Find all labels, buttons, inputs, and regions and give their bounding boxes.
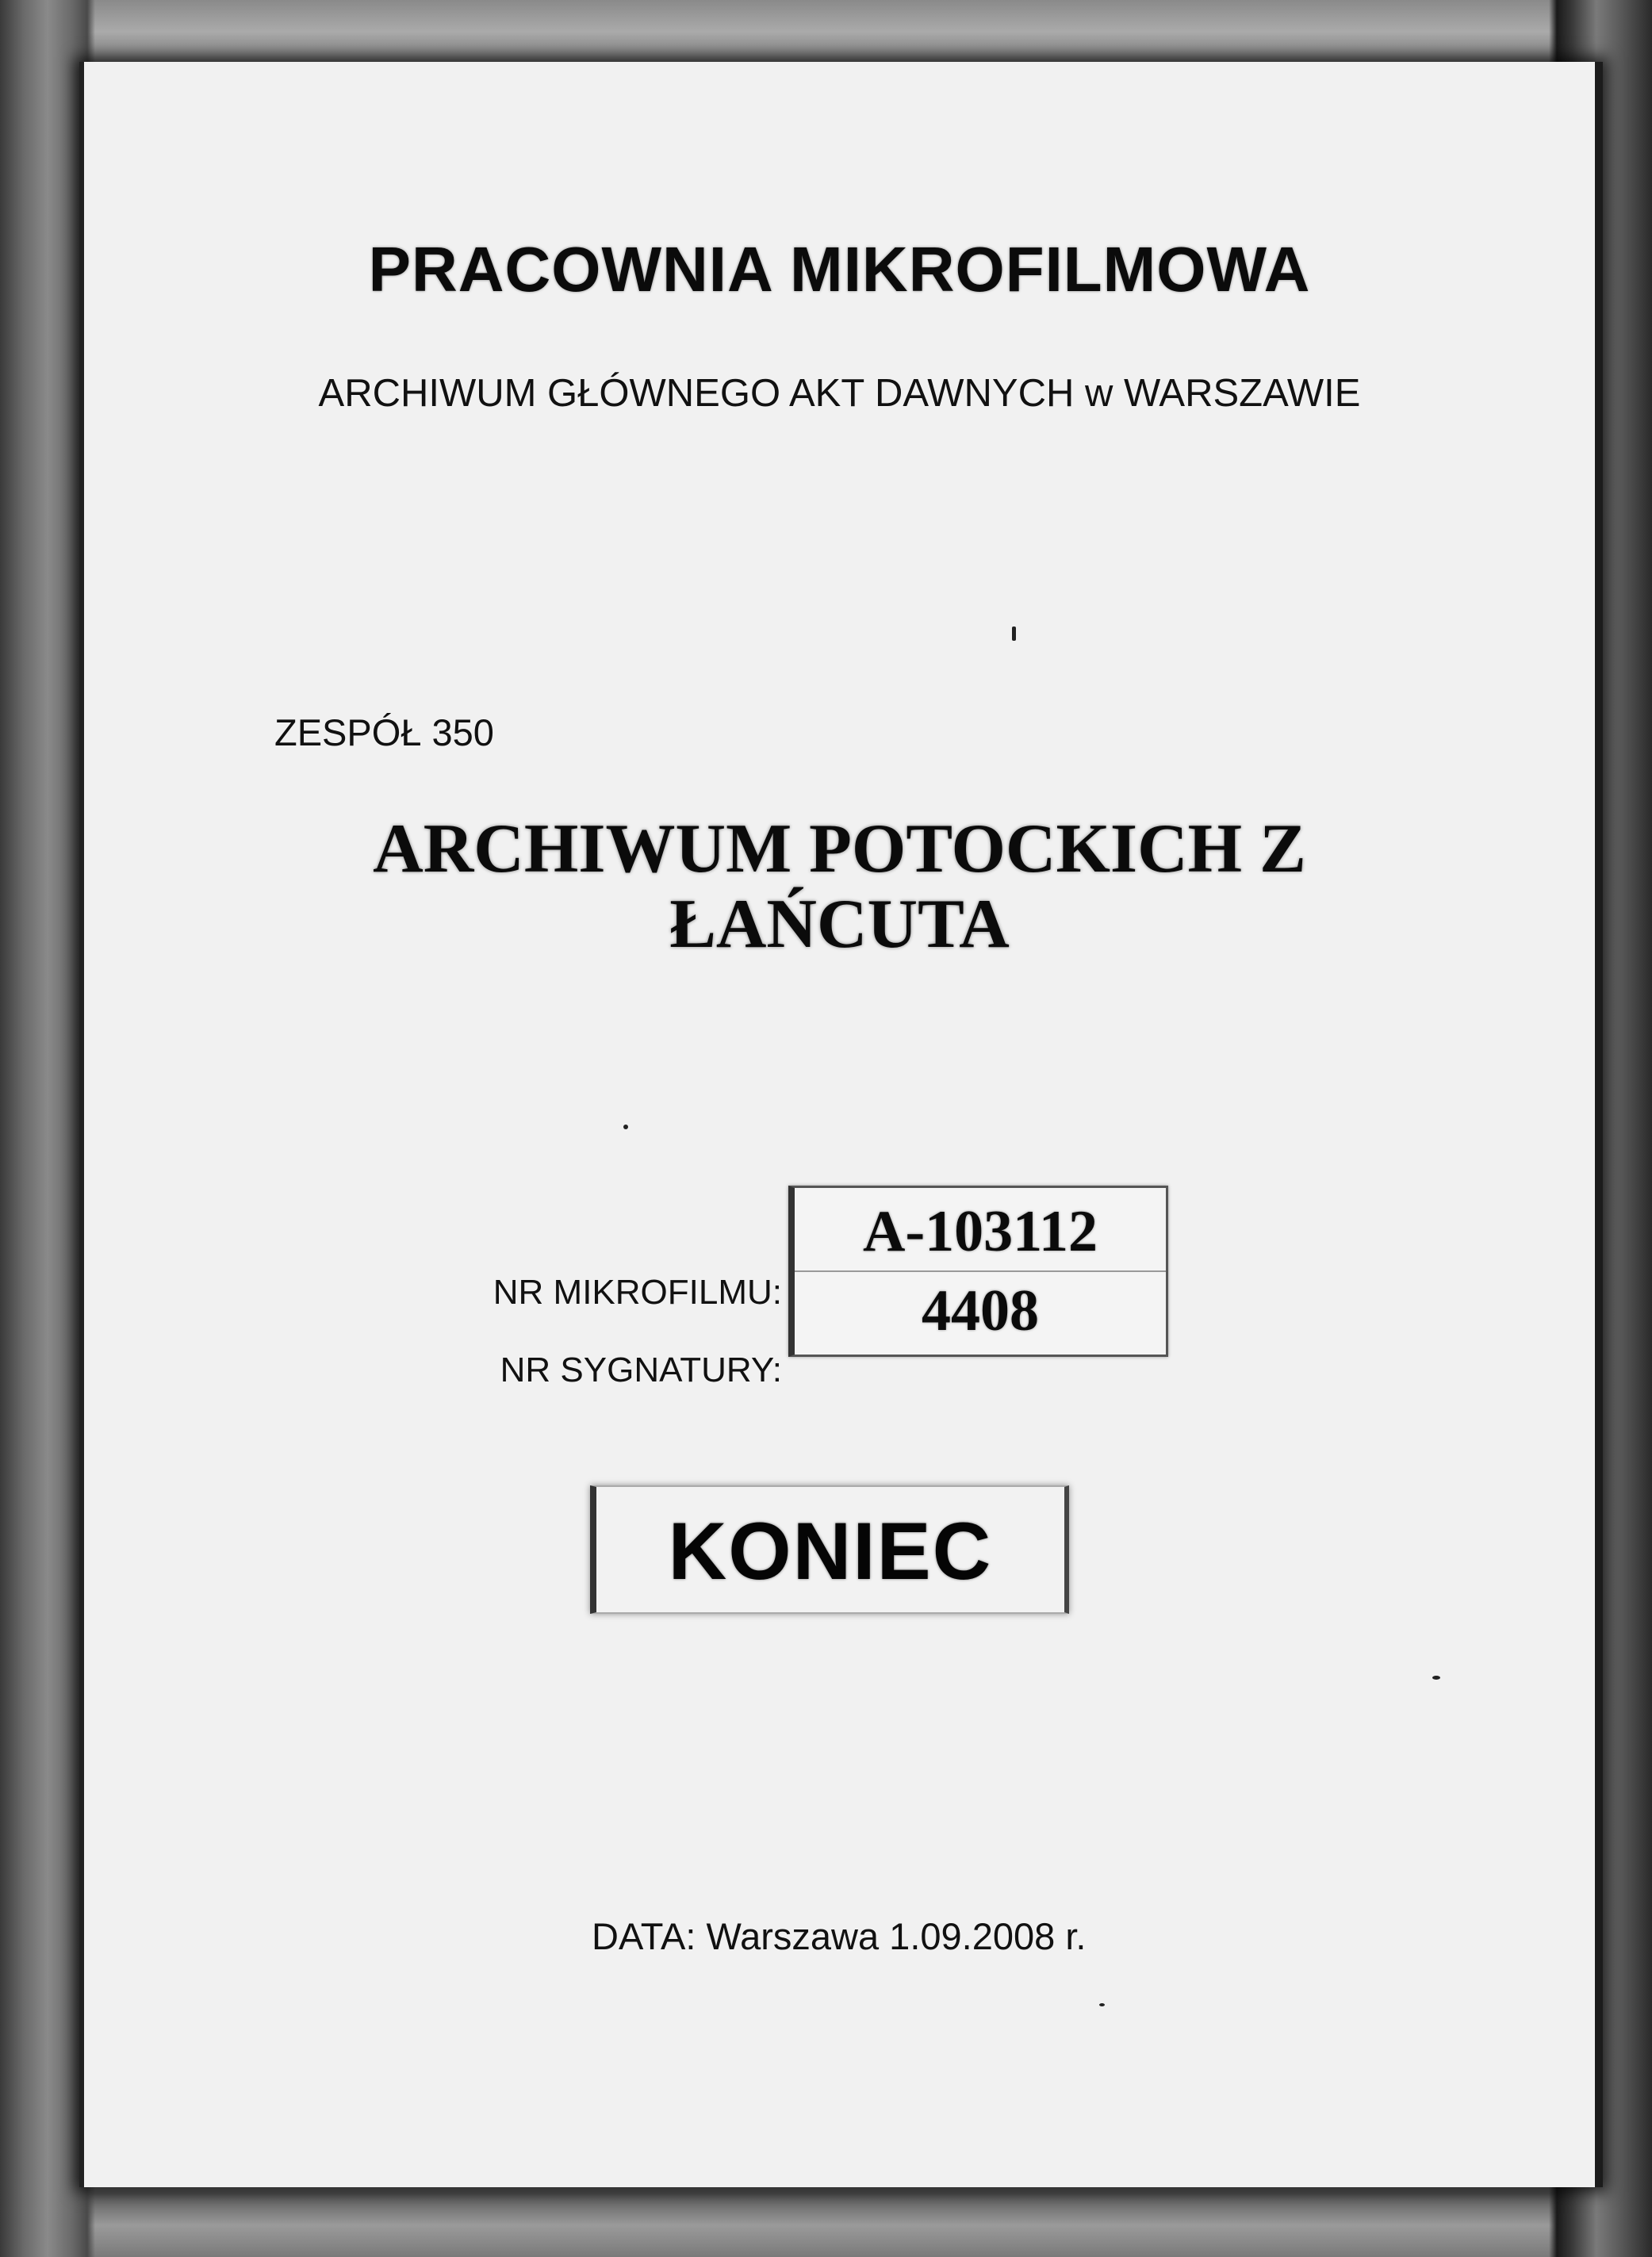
microfilm-number-value: A-103112: [863, 1199, 1098, 1264]
collection-name-line2: ŁAŃCUTA: [669, 886, 1010, 964]
document-page: [79, 62, 1603, 2187]
end-marker-label: KONIEC: [668, 1506, 993, 1596]
collection-number: ZESPÓŁ 350: [274, 711, 494, 753]
number-box: [788, 1186, 1168, 1357]
page-title: PRACOWNIA MIKROFILMOWA: [368, 234, 1311, 305]
dust-speck: [623, 1125, 628, 1129]
end-marker-box: [590, 1485, 1069, 1614]
number-box-divider: [795, 1270, 1166, 1272]
microfilm-number-label: NR MIKROFILMU:: [493, 1273, 782, 1312]
collection-name: [84, 811, 1595, 962]
signature-number-value: 4408: [922, 1278, 1039, 1343]
dust-speck: [1432, 1676, 1440, 1680]
collection-name-line1: ARCHIWUM POTOCKICH Z: [373, 810, 1306, 887]
page-subtitle: ARCHIWUM GŁÓWNEGO AKT DAWNYCH w WARSZAWIE: [318, 372, 1361, 415]
dust-speck: [1012, 627, 1016, 641]
signature-number-label: NR SYGNATURY:: [500, 1351, 782, 1389]
date-line: DATA: Warszawa 1.09.2008 r.: [592, 1915, 1087, 1957]
dust-speck: [1099, 2003, 1105, 2006]
